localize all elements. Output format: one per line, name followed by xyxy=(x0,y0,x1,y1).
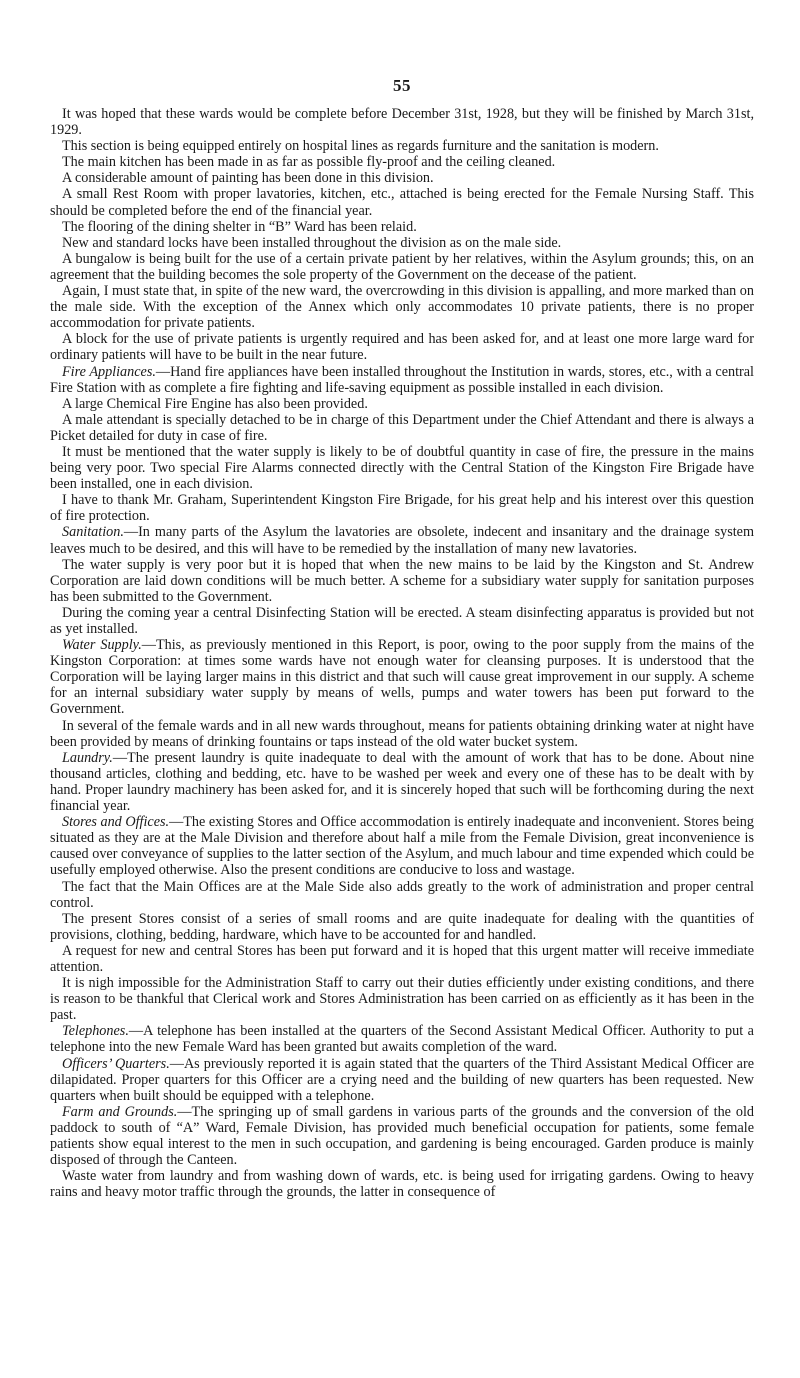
paragraph-text: —This, as previously mentioned in this Report, is poor, owing to the poor supply from the mains of the Kingston Corporation: at times some wards have not enough water for cleansing purposes. It is understood that the Corporation will be laying larger mains in this district and that such will cause great improvement in our supply. A scheme for an internal subsidiary water supply by means of wells, pumps and water towers has been put forward to the Government. xyxy=(50,637,754,718)
paragraph xyxy=(50,718,754,750)
paragraph-text: This section is being equipped entirely on hospital lines as regards furniture and the sanitation is modern. xyxy=(62,138,659,155)
section-heading: Telephones. xyxy=(62,1023,129,1040)
paragraph xyxy=(50,219,754,235)
section-heading: Farm and Grounds. xyxy=(62,1103,178,1120)
paragraph xyxy=(50,911,754,943)
paragraph xyxy=(50,637,754,717)
paragraph xyxy=(50,524,754,556)
paragraph-text: The fact that the Main Offices are at the Male Side also adds greatly to the work of administration and proper central control. xyxy=(50,878,754,911)
paragraph-text: The present Stores consist of a series of small rooms and are quite inadequate for dealing with the quantities of provisions, clothing, bedding, hardware, which have to be accounted for and handled. xyxy=(50,910,754,943)
section-heading: Officers’ Quarters. xyxy=(62,1055,170,1072)
body-text xyxy=(50,106,754,1200)
section-heading: Water Supply. xyxy=(62,637,142,654)
paragraph xyxy=(50,364,754,396)
paragraph-text: The main kitchen has been made in as far as possible fly-proof and the ceiling cleaned. xyxy=(62,154,556,171)
page-number: 55 xyxy=(393,76,411,95)
paragraph xyxy=(50,605,754,637)
paragraph-text: A male attendant is specially detached to be in charge of this Department under the Chief Attendant and there is always a Picket detailed for duty in case of fire. xyxy=(50,411,754,444)
paragraph-text: —In many parts of the Asylum the lavatories are obsolete, indecent and insanitary and the drainage system leaves much to be desired, and this will have to be remedied by the installation of many new lavatories. xyxy=(50,524,754,557)
paragraph-text: A large Chemical Fire Engine has also been provided. xyxy=(62,395,368,412)
paragraph xyxy=(50,879,754,911)
paragraph-text: It was hoped that these wards would be complete before December 31st, 1928, but they will be finished by March 31st, 1929. xyxy=(50,106,754,139)
paragraph-text: New and standard locks have been installed throughout the division as on the male side. xyxy=(62,234,562,251)
paragraph xyxy=(50,138,754,154)
section-heading: Sanitation. xyxy=(62,524,124,541)
section-heading: Laundry. xyxy=(62,749,113,766)
paragraph xyxy=(50,396,754,412)
paragraph-text: A small Rest Room with proper lavatories, kitchen, etc., attached is being erected for the Female Nursing Staff. This should be completed before the end of the financial year. xyxy=(50,186,754,219)
report-page xyxy=(50,0,754,1200)
paragraph-text: The flooring of the dining shelter in “B” Ward has been relaid. xyxy=(62,218,417,235)
paragraph xyxy=(50,251,754,283)
paragraph-text: It must be mentioned that the water supply is likely to be of doubtful quantity in case of fire, the pressure in the mains being very poor. Two special Fire Alarms connected directly with the Central Station of the Kingston Fire Brigade have been installed, one in each division. xyxy=(50,443,754,493)
paragraph-text: A bungalow is being built for the use of a certain private patient by her relatives, within the Asylum grounds; this, on an agreement that the building becomes the sole property of the Government on the decease of the patient. xyxy=(50,250,754,283)
paragraph xyxy=(50,943,754,975)
paragraph-text: —The springing up of small gardens in various parts of the grounds and the conversion of the old paddock to south of “A” Ward, Female Division, has provided much beneficial occupation for patients, some female patients show equal interest to the men in such occupation, and gardening is being encouraged. Garden produce is mainly disposed of through the Canteen. xyxy=(50,1103,754,1169)
paragraph xyxy=(50,814,754,878)
paragraph xyxy=(50,106,754,138)
paragraph xyxy=(50,975,754,1023)
paragraph-text: A considerable amount of painting has been done in this division. xyxy=(62,170,434,187)
paragraph-text: During the coming year a central Disinfecting Station will be erected. A steam disinfecting apparatus is provided but not as yet installed. xyxy=(50,604,754,637)
paragraph xyxy=(50,1023,754,1055)
paragraph xyxy=(50,492,754,524)
paragraph-text: The water supply is very poor but it is hoped that when the new mains to be laid by the Kingston and St. Andrew Corporation are laid down conditions will be much better. A scheme for a subsidiary water supply for sanitation purposes has been submitted to the Government. xyxy=(50,556,754,605)
paragraph-text: I have to thank Mr. Graham, Superintendent Kingston Fire Brigade, for his great help and his interest over this question of fire protection. xyxy=(50,492,754,525)
paragraph-text: In several of the female wards and in all new wards throughout, means for patients obtaining drinking water at night have been provided by means of drinking fountains or taps instead of the old water bucket system. xyxy=(50,717,754,750)
paragraph xyxy=(50,331,754,363)
paragraph-text: —A telephone has been installed at the quarters of the Second Assistant Medical Officer. Authority to put a telephone into the new Female Ward has been granted but awaits completion of the ward. xyxy=(50,1023,754,1056)
paragraph-text: —Hand fire appliances have been installed throughout the Institution in wards, stores, etc., with a central Fire Station with as complete a fire fighting and life-saving equipment as possible installed in each division. xyxy=(50,363,754,396)
paragraph-text: Waste water from laundry and from washing down of wards, etc. is being used for irrigating gardens. Owing to heavy rains and heavy motor traffic through the grounds, the latter in consequence of xyxy=(50,1168,754,1201)
section-heading: Fire Appliances. xyxy=(62,363,156,380)
paragraph-text: —The existing Stores and Office accommodation is entirely inadequate and inconvenient. Stores being situated as they are at the Male Division and therefore about half a mile from the Female Division, great inconvenience is caused over conveyance of supplies to the latter section of the Asylum, and much labour and time expended which could be usefully employed otherwise. Also the present conditions are conducive to loss and wastage. xyxy=(50,814,754,879)
paragraph xyxy=(50,412,754,444)
section-heading: Stores and Offices. xyxy=(62,814,170,831)
paragraph-text: Again, I must state that, in spite of the new ward, the overcrowding in this division is appalling, and more marked than on the male side. With the exception of the Annex which only accommodates 10 private patients, there is no proper accommodation for private patients. xyxy=(50,283,754,332)
paragraph xyxy=(50,235,754,251)
paragraph-text: —The present laundry is quite inadequate to deal with the amount of work that has to be done. About nine thousand articles, clothing and bedding, etc. have to be washed per week and every one of these has to be dealt with by hand. Proper laundry machinery has been asked for, and it is sincerely hoped that such will be forthcoming during the next financial year. xyxy=(50,749,754,815)
paragraph-text: A request for new and central Stores has been put forward and it is hoped that this urgent matter will receive immediate attention. xyxy=(50,942,754,975)
paragraph xyxy=(50,154,754,170)
paragraph xyxy=(50,1056,754,1104)
paragraph xyxy=(50,1104,754,1168)
paragraph xyxy=(50,186,754,218)
paragraph xyxy=(50,170,754,186)
paragraph-text: —As previously reported it is again stated that the quarters of the Third Assistant Medical Officer are dilapidated. Proper quarters for this Officer are a crying need and the building of new quarters has been requested. New quarters when built should be equipped with a telephone. xyxy=(50,1055,754,1104)
paragraph xyxy=(50,1168,754,1200)
paragraph xyxy=(50,750,754,814)
paragraph-text: A block for the use of private patients is urgently required and has been asked for, and at least one more large ward for ordinary patients will have to be built in the near future. xyxy=(50,331,754,364)
paragraph xyxy=(50,283,754,331)
paragraph xyxy=(50,557,754,605)
paragraph xyxy=(50,444,754,492)
paragraph-text: It is nigh impossible for the Administration Staff to carry out their duties efficiently under existing conditions, and there is reason to be thankful that Clerical work and Stores Administration has been carried on as efficiently as it has been in the past. xyxy=(50,975,754,1024)
